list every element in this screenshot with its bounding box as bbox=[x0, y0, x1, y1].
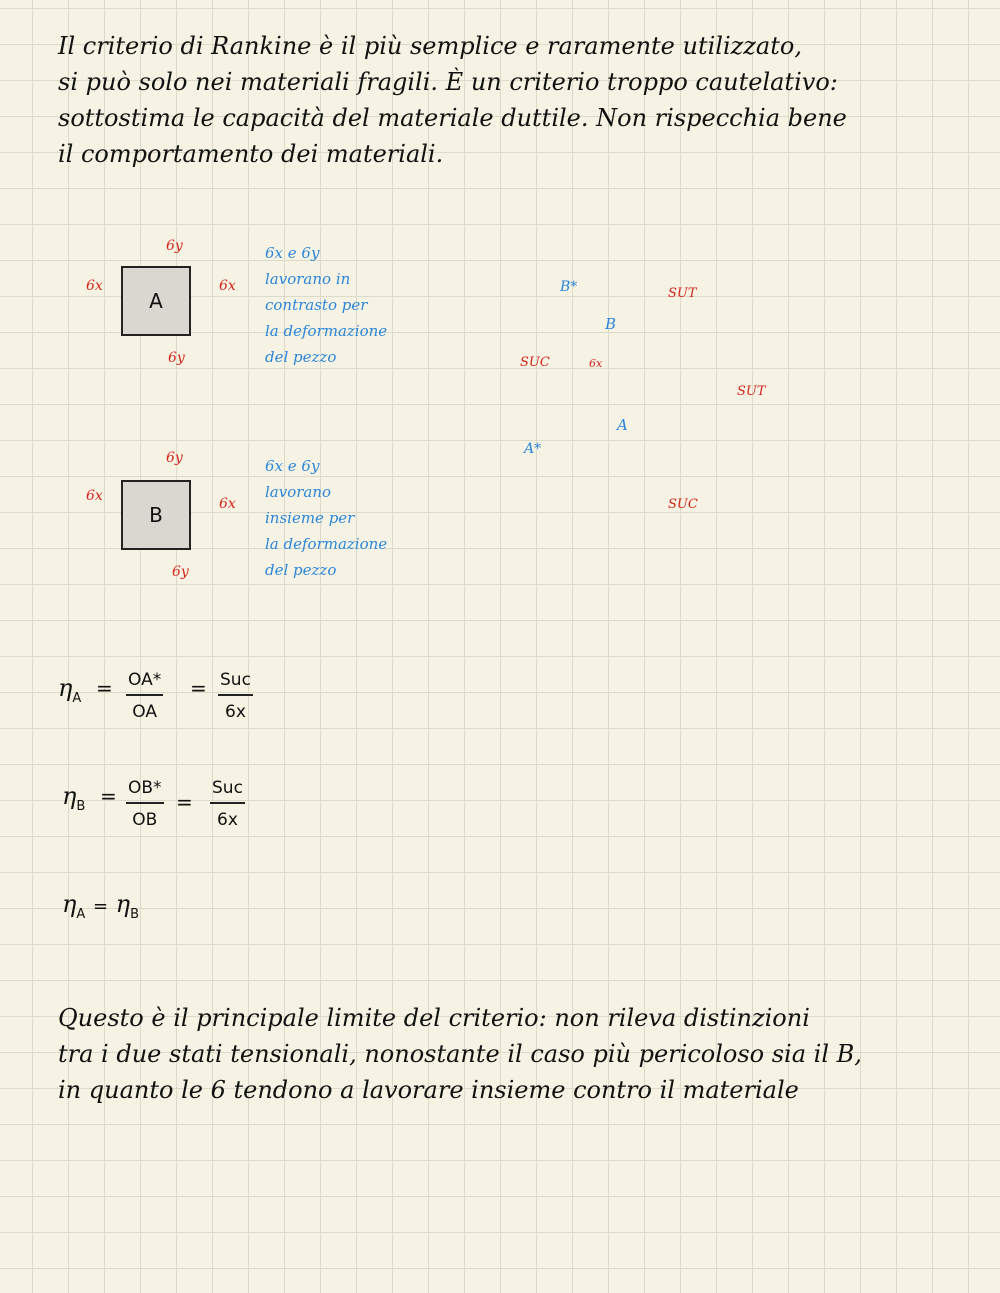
element-b-note bbox=[265, 453, 387, 583]
fraction-suc-over-sigma-x bbox=[218, 670, 253, 722]
element-a-sigma-x-right: 6x bbox=[219, 278, 236, 294]
numerator: OB* bbox=[126, 778, 164, 804]
element-b-note-line: del pezzo bbox=[265, 561, 337, 579]
eta-subscript: A bbox=[76, 906, 86, 922]
element-b-label: B bbox=[149, 503, 163, 527]
element-b-note-line: lavorano bbox=[265, 483, 332, 501]
element-a-note-line: del pezzo bbox=[265, 348, 337, 366]
eta-symbol: η bbox=[58, 674, 73, 702]
equals-sign: = bbox=[96, 676, 113, 700]
intro-line-1: Il criterio di Rankine è il più semplice e raramente utilizzato, bbox=[58, 32, 802, 60]
intro-line-3: sottostima le capacità del materiale duttile. Non rispecchia bene bbox=[58, 104, 847, 132]
point-a-star-label: A* bbox=[524, 441, 542, 457]
element-b-box bbox=[121, 480, 191, 550]
element-b-sigma-y-top: 6y bbox=[166, 450, 183, 466]
sut-top-label: SUT bbox=[668, 286, 697, 301]
element-b-note-line: la deformazione bbox=[265, 535, 388, 553]
element-a-note-line: 6x e 6y bbox=[265, 244, 320, 262]
conclusion-paragraph bbox=[58, 1000, 862, 1108]
intro-line-2: si può solo nei materiali fragili. È un criterio troppo cautelativo: bbox=[58, 68, 838, 96]
element-a-label: A bbox=[149, 289, 163, 313]
eta-b-lhs bbox=[62, 782, 85, 814]
conclusion-line-3: in quanto le 6 tendono a lavorare insieme contro il materiale bbox=[58, 1076, 799, 1104]
suc-bottom-label: SUC bbox=[668, 497, 698, 512]
element-a-note-line: lavorano in bbox=[265, 270, 351, 288]
element-b-sigma-y-bottom: 6y bbox=[172, 564, 189, 580]
element-a-box bbox=[121, 266, 191, 336]
point-a-dot bbox=[607, 411, 612, 416]
intro-line-4: il comportamento dei materiali. bbox=[58, 140, 444, 168]
eta-subscript: B bbox=[76, 798, 86, 814]
denominator: OB bbox=[132, 810, 158, 830]
point-b-star-dot bbox=[553, 305, 558, 310]
equals-sign: = bbox=[190, 676, 207, 700]
sigma-x-label: 6x bbox=[589, 357, 603, 370]
equals-sign: = bbox=[176, 790, 193, 814]
eta-equality bbox=[62, 890, 139, 922]
conclusion-line-1: Questo è il principale limite del criterio: non rileva distinzioni bbox=[58, 1004, 810, 1032]
element-a-note-line: contrasto per bbox=[265, 296, 368, 314]
point-a-label: A bbox=[617, 416, 628, 434]
element-a-note-line: la deformazione bbox=[265, 322, 388, 340]
fraction-ob-star-over-ob bbox=[126, 778, 164, 830]
element-b-note-line: insieme per bbox=[265, 509, 355, 527]
equals-sign: = bbox=[100, 784, 117, 808]
fraction-suc-over-sigma-x bbox=[210, 778, 245, 830]
point-b-star-label: B* bbox=[560, 279, 578, 295]
conclusion-line-2: tra i due stati tensionali, nonostante il caso più pericoloso sia il B, bbox=[58, 1040, 862, 1068]
denominator: 6x bbox=[225, 702, 246, 722]
eta-symbol: η bbox=[62, 782, 77, 810]
sut-right-label: SUT bbox=[737, 384, 766, 399]
point-b-label: B bbox=[605, 315, 617, 333]
element-a-sigma-y-top: 6y bbox=[166, 238, 183, 254]
eta-symbol: η bbox=[62, 890, 77, 918]
element-a-sigma-y-bottom: 6y bbox=[168, 350, 185, 366]
eta-subscript: A bbox=[72, 690, 82, 706]
fraction-oa-star-over-oa bbox=[126, 670, 163, 722]
element-a-sigma-x-left: 6x bbox=[86, 278, 103, 294]
intro-paragraph bbox=[58, 28, 847, 172]
element-b-sigma-x-right: 6x bbox=[219, 496, 236, 512]
eta-subscript: B bbox=[130, 906, 139, 922]
suc-left-label: SUC bbox=[520, 355, 550, 370]
numerator: OA* bbox=[126, 670, 163, 696]
numerator: Suc bbox=[210, 778, 245, 804]
eta-a-lhs bbox=[58, 674, 81, 706]
eta-symbol: η bbox=[115, 890, 131, 918]
element-a-note bbox=[265, 240, 387, 370]
element-b-sigma-x-left: 6x bbox=[86, 488, 103, 504]
numerator: Suc bbox=[218, 670, 253, 696]
denominator: 6x bbox=[217, 810, 238, 830]
safe-region bbox=[550, 307, 731, 488]
denominator: OA bbox=[132, 702, 157, 722]
element-b-note-line: 6x e 6y bbox=[265, 457, 320, 475]
equals-sign: = bbox=[92, 896, 109, 917]
point-b-dot bbox=[607, 340, 612, 345]
point-a-star-dot bbox=[548, 458, 553, 463]
